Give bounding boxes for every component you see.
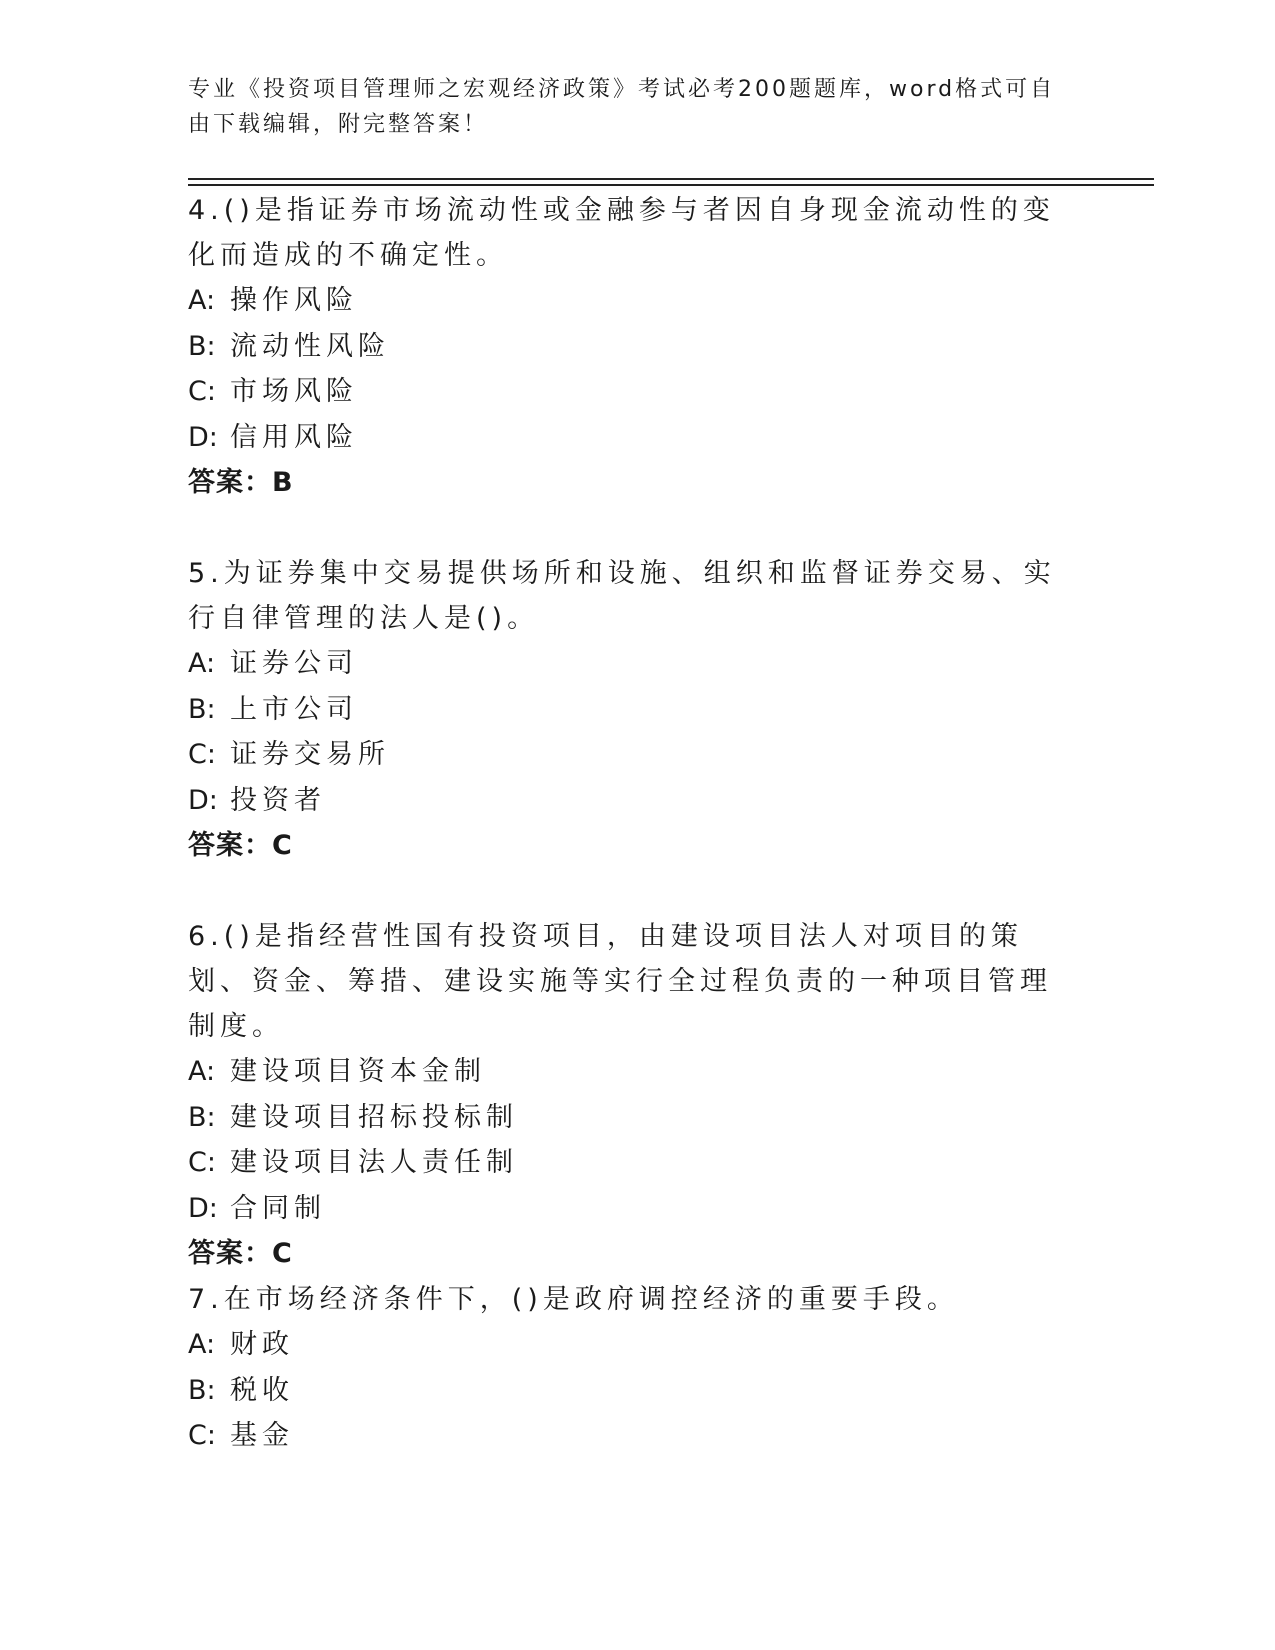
option-key: C: (188, 739, 216, 770)
option-key: A: (188, 285, 216, 316)
answer-line: 答案：C (188, 830, 293, 861)
option-text: 投资者 (230, 784, 326, 816)
option-key: A: (188, 1329, 216, 1360)
option-text: 证券公司 (230, 648, 358, 679)
answer-line: 答案：B (188, 467, 294, 498)
question-stem: 4.()是指证券市场流动性或金融参与者因自身现金流动性的变化而造成的不确定性。 (188, 195, 1055, 271)
option-d (188, 1186, 1068, 1232)
option-key: C: (188, 376, 216, 407)
option-text: 基金 (230, 1420, 294, 1451)
option-key: D: (188, 784, 218, 816)
document-header: 专业《投资项目管理师之宏观经济政策》考试必考200题题库，word格式可自由下载编辑，附完整答案！ (188, 77, 1056, 137)
option-text: 信用风险 (230, 421, 358, 453)
header-divider-top (188, 178, 1154, 180)
option-key: B: (188, 693, 216, 725)
option-text: 操作风险 (230, 285, 358, 316)
option-text: 财政 (230, 1329, 294, 1360)
option-text: 建设项目招标投标制 (230, 1101, 518, 1133)
option-b (188, 687, 1068, 733)
option-key: D: (188, 421, 218, 453)
question-5 (188, 551, 1068, 868)
option-key: C: (188, 1147, 216, 1178)
question-4 (188, 188, 1068, 505)
option-a (188, 1049, 1068, 1095)
option-key: D: (188, 1192, 218, 1224)
option-a (188, 278, 1068, 324)
option-d (188, 415, 1068, 461)
question-stem: 5.为证券集中交易提供场所和设施、组织和监督证券交易、实行自律管理的法人是()。 (188, 558, 1056, 634)
option-key: B: (188, 1374, 216, 1406)
question-7 (188, 1277, 1068, 1459)
option-a (188, 641, 1068, 687)
option-d (188, 778, 1068, 824)
option-key: A: (188, 648, 216, 679)
option-a (188, 1322, 1068, 1368)
option-c (188, 369, 1068, 415)
header-divider-bottom (188, 184, 1154, 186)
option-text: 合同制 (230, 1192, 326, 1224)
option-c (188, 1140, 1068, 1186)
option-c (188, 1413, 1068, 1459)
option-text: 市场风险 (230, 376, 358, 407)
option-b (188, 1095, 1068, 1141)
option-key: A: (188, 1056, 216, 1087)
option-key: B: (188, 1101, 216, 1133)
question-stem: 7.在市场经济条件下，()是政府调控经济的重要手段。 (188, 1284, 959, 1315)
option-text: 证券交易所 (230, 739, 390, 770)
option-text: 流动性风险 (230, 330, 390, 362)
question-6 (188, 914, 1068, 1276)
option-b (188, 324, 1068, 370)
question-stem: 6.()是指经营性国有投资项目，由建设项目法人对项目的策划、资金、筹措、建设实施等实行全过程负责的一种项目管理制度。 (188, 921, 1052, 1042)
option-c (188, 732, 1068, 778)
option-text: 上市公司 (230, 693, 358, 725)
option-key: C: (188, 1420, 216, 1451)
option-key: B: (188, 330, 216, 362)
answer-line: 答案：C (188, 1238, 293, 1269)
option-b (188, 1368, 1068, 1414)
option-text: 建设项目资本金制 (230, 1056, 486, 1087)
option-text: 建设项目法人责任制 (230, 1147, 518, 1178)
option-text: 税收 (230, 1374, 294, 1406)
